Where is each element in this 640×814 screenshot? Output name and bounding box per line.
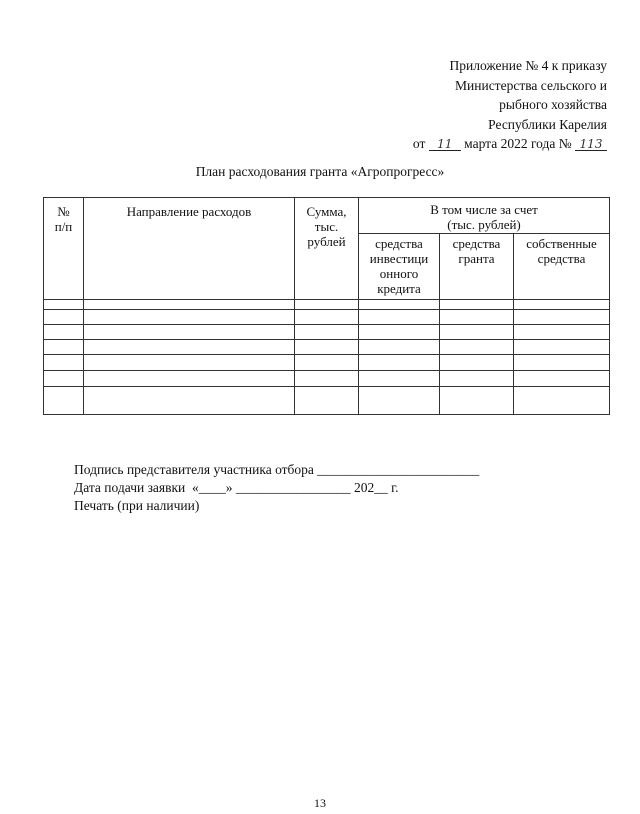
appendix-line-2: Министерства сельского и	[455, 77, 607, 93]
header-direction: Направление расходов	[84, 198, 295, 300]
table-cell	[514, 310, 610, 325]
table-cell	[514, 325, 610, 340]
header-funding-group	[359, 198, 610, 234]
table-cell	[84, 310, 295, 325]
table-cell	[514, 355, 610, 371]
appendix-line-4: Республики Карелия	[488, 116, 607, 132]
order-appendix-header	[413, 56, 607, 154]
table-cell	[295, 300, 359, 310]
header-number-line-2: п/п	[54, 219, 73, 234]
appendix-line-3: рыбного хозяйства	[499, 97, 607, 112]
table-cell	[514, 340, 610, 355]
appendix-date-line	[413, 134, 607, 154]
header-sum-line-2: тыс.	[314, 219, 339, 234]
table-cell	[295, 387, 359, 415]
table-cell	[359, 387, 440, 415]
table-cell	[440, 355, 514, 371]
table-body	[44, 300, 610, 415]
header-sum	[295, 198, 359, 300]
table-row	[44, 300, 610, 310]
table-cell	[84, 371, 295, 387]
table-cell	[44, 387, 84, 415]
signature-line: Подпись представителя участника отбора ________________________	[74, 462, 480, 477]
group-line-2: (тыс. рублей)	[447, 217, 521, 232]
handwritten-order-number: 113	[575, 138, 607, 151]
header-grant-funds	[440, 234, 514, 300]
table-cell	[514, 300, 610, 310]
table-cell	[359, 310, 440, 325]
investment-line-2: инвестици	[369, 251, 429, 266]
header-number	[44, 198, 84, 300]
table-cell	[359, 371, 440, 387]
page-title: План расходования гранта «Агропрогресс»	[195, 164, 445, 179]
table-row	[44, 387, 610, 415]
table-cell	[44, 325, 84, 340]
date-rest: марта 2022 года №	[464, 136, 572, 151]
table-cell	[44, 355, 84, 371]
table-cell	[440, 340, 514, 355]
table-cell	[84, 340, 295, 355]
header-own-funds	[514, 234, 610, 300]
table-row	[44, 325, 610, 340]
table-cell	[440, 325, 514, 340]
handwritten-day: 11	[429, 138, 461, 151]
page-number: 13	[314, 796, 326, 810]
group-line-1: В том числе за счет	[430, 202, 538, 217]
header-sum-line-1: Сумма,	[306, 204, 347, 219]
table-cell	[295, 355, 359, 371]
table-cell	[440, 371, 514, 387]
table-row	[44, 310, 610, 325]
table-cell	[295, 310, 359, 325]
date-prefix: от	[412, 136, 426, 151]
table-cell	[514, 387, 610, 415]
investment-line-3: онного	[379, 266, 419, 281]
table-row	[44, 355, 610, 371]
table-cell	[514, 371, 610, 387]
submission-date-line: Дата подачи заявки «____» _________________ 202__ г.	[74, 480, 399, 495]
grant-line-2: гранта	[458, 251, 495, 266]
table-cell	[359, 340, 440, 355]
table-cell	[359, 355, 440, 371]
grant-line-1: средства	[452, 236, 501, 251]
expense-plan-table	[43, 197, 610, 415]
investment-line-1: средства	[375, 236, 423, 251]
own-line-1: собственные	[526, 236, 597, 251]
header-sum-line-3: рублей	[307, 234, 346, 249]
table-cell	[44, 310, 84, 325]
table-cell	[84, 325, 295, 340]
appendix-line-1: Приложение № 4 к приказу	[449, 58, 607, 73]
signature-block	[74, 461, 479, 515]
table-cell	[440, 387, 514, 415]
table-cell	[44, 340, 84, 355]
table-cell	[295, 371, 359, 387]
header-investment-credit	[359, 234, 440, 300]
table-cell	[359, 300, 440, 310]
table-row	[44, 371, 610, 387]
table-cell	[440, 300, 514, 310]
table-cell	[84, 387, 295, 415]
seal-line: Печать (при наличии)	[74, 498, 200, 513]
table-cell	[295, 340, 359, 355]
investment-line-4: кредита	[377, 281, 421, 296]
table-cell	[44, 371, 84, 387]
table-cell	[84, 300, 295, 310]
table-cell	[84, 355, 295, 371]
table-cell	[440, 310, 514, 325]
header-number-line-1: №	[57, 204, 70, 219]
table-cell	[44, 300, 84, 310]
table-cell	[295, 325, 359, 340]
table-row	[44, 340, 610, 355]
table-cell	[359, 325, 440, 340]
own-line-2: средства	[537, 251, 586, 266]
